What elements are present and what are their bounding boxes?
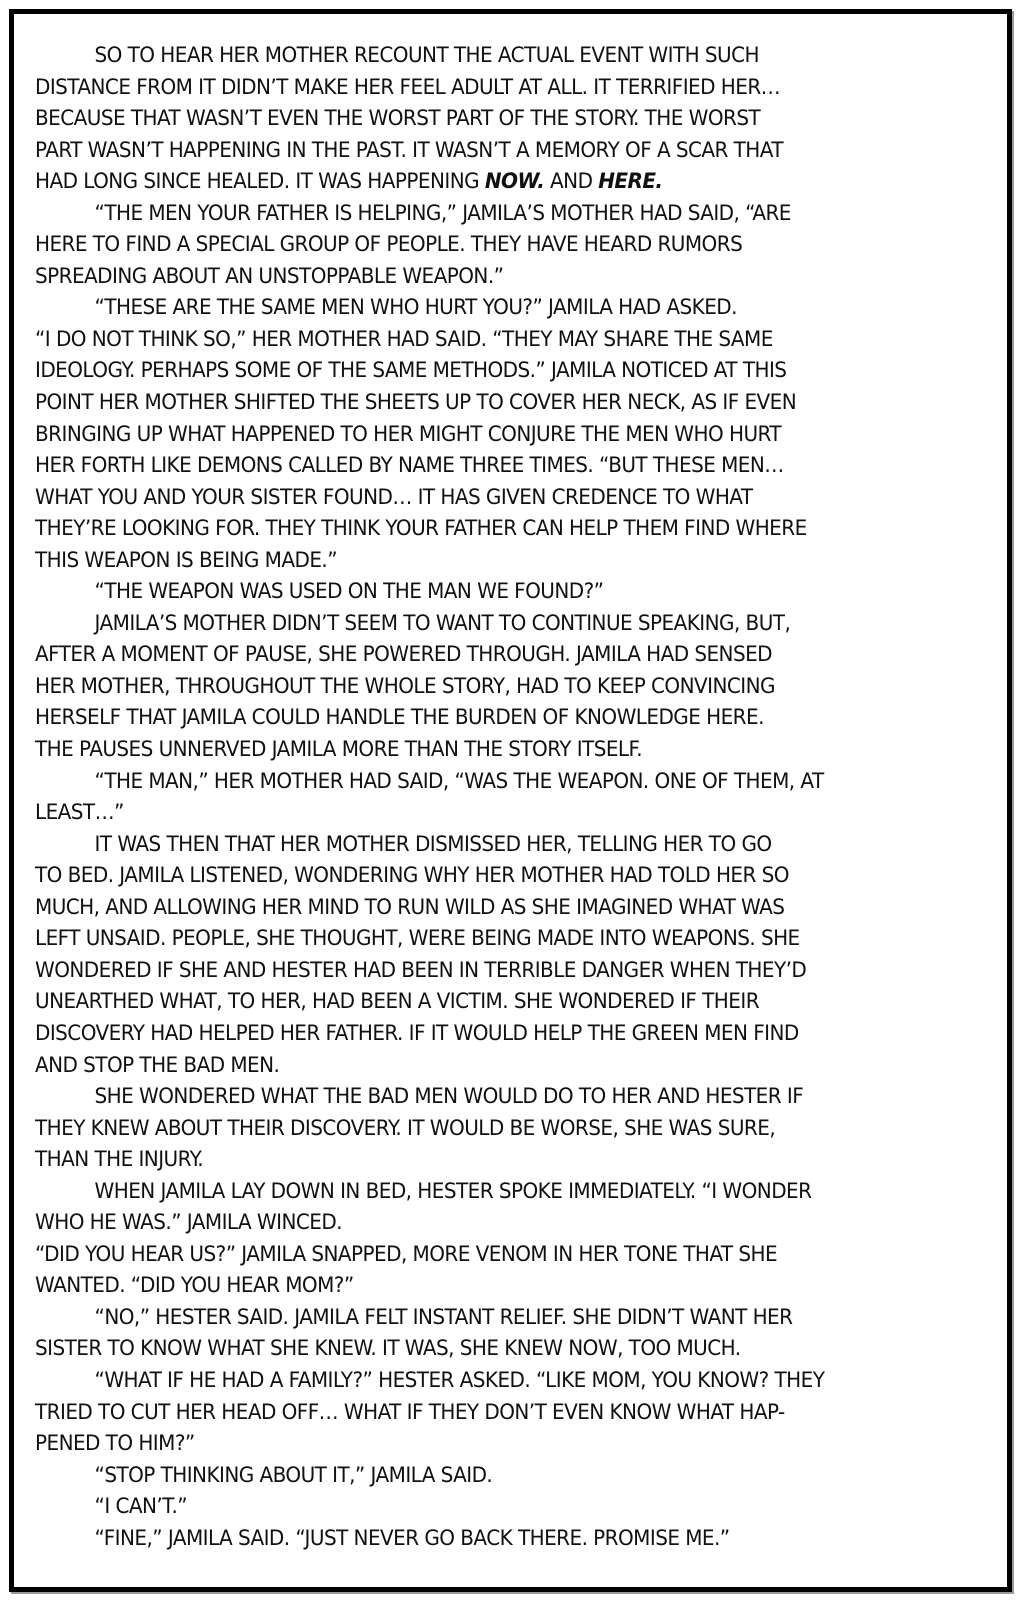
text-segment: “THE MEN YOUR FATHER IS HELPING,” JAMILA’S MOTHER HAD SAID, “ARE: [94, 200, 791, 226]
text-line: [35, 292, 1002, 324]
text-segment: IDEOLOGY. PERHAPS SOME OF THE SAME METHODS.” JAMILA NOTICED AT THIS: [35, 358, 787, 384]
text-line: [35, 1460, 1002, 1492]
text-line: [35, 986, 1002, 1018]
text-segment: WONDERED IF SHE AND HESTER HAD BEEN IN TERRIBLE DANGER WHEN THEY’D: [35, 957, 807, 983]
text-segment: DISCOVERY HAD HELPED HER FATHER. IF IT WOULD HELP THE GREEN MEN FIND: [35, 1020, 799, 1046]
text-line: [35, 1144, 1002, 1176]
text-segment: “THE WEAPON WAS USED ON THE MAN WE FOUND?”: [94, 579, 604, 605]
text-line: [35, 1050, 1002, 1082]
text-segment: POINT HER MOTHER SHIFTED THE SHEETS UP TO COVER HER NECK, AS IF EVEN: [35, 390, 797, 416]
text-line: [35, 829, 1002, 861]
text-segment: UNEARTHED WHAT, TO HER, HAD BEEN A VICTIM. SHE WONDERED IF THEIR: [35, 989, 760, 1015]
text-segment: MUCH, AND ALLOWING HER MIND TO RUN WILD AS SHE IMAGINED WHAT WAS: [35, 894, 785, 920]
text-line: [35, 1302, 1002, 1334]
text-line: [35, 1397, 1002, 1429]
text-segment: BECAUSE THAT WASN’T EVEN THE WORST PART OF THE STORY. THE WORST: [35, 106, 761, 132]
text-line: [35, 1176, 1002, 1208]
prose-panel: [9, 9, 1012, 1592]
text-segment: “FINE,” JAMILA SAID. “JUST NEVER GO BACK THERE. PROMISE ME.”: [94, 1525, 730, 1551]
text-segment: HER FORTH LIKE DEMONS CALLED BY NAME THREE TIMES. “BUT THESE MEN…: [35, 453, 784, 479]
text-line: [35, 923, 1002, 955]
text-segment: SO TO HEAR HER MOTHER RECOUNT THE ACTUAL EVENT WITH SUCH: [94, 43, 760, 68]
text-line: [35, 702, 1002, 734]
text-segment: WANTED. “DID YOU HEAR MOM?”: [35, 1273, 354, 1299]
text-segment: SISTER TO KNOW WHAT SHE KNEW. IT WAS, SHE KNEW NOW, TOO MUCH.: [35, 1336, 741, 1362]
text-segment: THIS WEAPON IS BEING MADE.”: [35, 547, 338, 573]
text-segment: AFTER A MOMENT OF PAUSE, SHE POWERED THROUGH. JAMILA HAD SENSED: [35, 642, 773, 668]
text-line: [35, 797, 1002, 829]
text-segment: THEY’RE LOOKING FOR. THEY THINK YOUR FATHER CAN HELP THEM FIND WHERE: [35, 516, 807, 542]
text-segment: IT WAS THEN THAT HER MOTHER DISMISSED HER, TELLING HER TO GO: [94, 831, 772, 857]
text-line: [35, 135, 1002, 167]
text-line: [35, 860, 1002, 892]
text-line: [35, 576, 1002, 608]
text-segment: SHE WONDERED WHAT THE BAD MEN WOULD DO TO HER AND HESTER IF: [94, 1084, 804, 1110]
text-line: [35, 1523, 1002, 1555]
text-segment: LEAST…”: [35, 800, 124, 826]
text-line: [35, 671, 1002, 703]
text-line: [35, 1428, 1002, 1460]
text-segment: “DID YOU HEAR US?” JAMILA SNAPPED, MORE VENOM IN HER TONE THAT SHE: [35, 1241, 778, 1267]
text-segment: “WHAT IF HE HAD A FAMILY?” HESTER ASKED. “LIKE MOM, YOU KNOW? THEY: [94, 1367, 825, 1393]
text-line: [35, 1239, 1002, 1271]
text-segment: THAN THE INJURY.: [35, 1147, 204, 1173]
text-segment: TO BED. JAMILA LISTENED, WONDERING WHY HER MOTHER HAD TOLD HER SO: [35, 863, 789, 889]
text-segment: BRINGING UP WHAT HAPPENED TO HER MIGHT CONJURE THE MEN WHO HURT: [35, 421, 782, 447]
text-line: [35, 639, 1002, 671]
text-line: [35, 40, 1002, 72]
emphasized-text: HERE.: [598, 169, 663, 195]
text-segment: LEFT UNSAID. PEOPLE, SHE THOUGHT, WERE BEING MADE INTO WEAPONS. SHE: [35, 926, 800, 952]
text-segment: WHO HE WAS.” JAMILA WINCED.: [35, 1210, 342, 1236]
text-line: [35, 734, 1002, 766]
emphasized-text: NOW.: [484, 169, 545, 195]
text-segment: “STOP THINKING ABOUT IT,” JAMILA SAID.: [94, 1462, 493, 1488]
text-segment: THEY KNEW ABOUT THEIR DISCOVERY. IT WOULD BE WORSE, SHE WAS SURE,: [35, 1115, 776, 1141]
text-segment: “THESE ARE THE SAME MEN WHO HURT YOU?” JAMILA HAD ASKED.: [94, 295, 737, 321]
text-line: [35, 419, 1002, 451]
text-segment: “THE MAN,” HER MOTHER HAD SAID, “WAS THE WEAPON. ONE OF THEM, AT: [94, 768, 824, 794]
text-line: [35, 513, 1002, 545]
text-line: [35, 545, 1002, 577]
text-line: [35, 1365, 1002, 1397]
text-segment: THE PAUSES UNNERVED JAMILA MORE THAN THE STORY ITSELF.: [35, 737, 643, 763]
story-text: [35, 40, 1002, 1554]
text-line: [35, 387, 1002, 419]
text-line: [35, 1081, 1002, 1113]
text-line: [35, 955, 1002, 987]
text-line: [35, 482, 1002, 514]
text-segment: HERE TO FIND A SPECIAL GROUP OF PEOPLE. THEY HAVE HEARD RUMORS: [35, 232, 743, 258]
text-segment: “NO,” HESTER SAID. JAMILA FELT INSTANT RELIEF. SHE DIDN’T WANT HER: [94, 1304, 793, 1330]
text-segment: WHEN JAMILA LAY DOWN IN BED, HESTER SPOKE IMMEDIATELY. “I WONDER: [94, 1178, 812, 1204]
text-line: [35, 261, 1002, 293]
text-segment: “I CAN’T.”: [94, 1494, 188, 1520]
text-line: [35, 72, 1002, 104]
text-line: [35, 1491, 1002, 1523]
text-line: [35, 324, 1002, 356]
text-line: [35, 1113, 1002, 1145]
text-line: [35, 198, 1002, 230]
text-segment: AND: [544, 169, 599, 195]
text-segment: PART WASN’T HAPPENING IN THE PAST. IT WASN’T A MEMORY OF A SCAR THAT: [35, 137, 784, 163]
text-line: [35, 355, 1002, 387]
text-segment: DISTANCE FROM IT DIDN’T MAKE HER FEEL ADULT AT ALL. IT TERRIFIED HER…: [35, 74, 781, 100]
text-segment: SPREADING ABOUT AN UNSTOPPABLE WEAPON.”: [35, 263, 504, 289]
text-line: [35, 1207, 1002, 1239]
text-line: [35, 1333, 1002, 1365]
text-segment: TRIED TO CUT HER HEAD OFF… WHAT IF THEY DON’T EVEN KNOW WHAT HAP-: [35, 1399, 785, 1425]
text-segment: AND STOP THE BAD MEN.: [35, 1052, 280, 1078]
text-line: [35, 229, 1002, 261]
text-segment: “I DO NOT THINK SO,” HER MOTHER HAD SAID. “THEY MAY SHARE THE SAME: [35, 326, 773, 352]
text-line: [35, 892, 1002, 924]
text-line: [35, 766, 1002, 798]
text-line: [35, 1018, 1002, 1050]
text-segment: HAD LONG SINCE HEALED. IT WAS HAPPENING: [35, 169, 485, 195]
text-segment: PENED TO HIM?”: [35, 1431, 195, 1457]
text-line: [35, 1270, 1002, 1302]
text-segment: JAMILA’S MOTHER DIDN’T SEEM TO WANT TO CONTINUE SPEAKING, BUT,: [94, 610, 791, 636]
text-segment: HERSELF THAT JAMILA COULD HANDLE THE BURDEN OF KNOWLEDGE HERE.: [35, 705, 764, 731]
text-line: [35, 103, 1002, 135]
text-segment: WHAT YOU AND YOUR SISTER FOUND… IT HAS GIVEN CREDENCE TO WHAT: [35, 484, 753, 510]
text-segment: HER MOTHER, THROUGHOUT THE WHOLE STORY, HAD TO KEEP CONVINCING: [35, 673, 775, 699]
text-line: [35, 608, 1002, 640]
text-line: [35, 450, 1002, 482]
text-line: [35, 166, 1002, 198]
